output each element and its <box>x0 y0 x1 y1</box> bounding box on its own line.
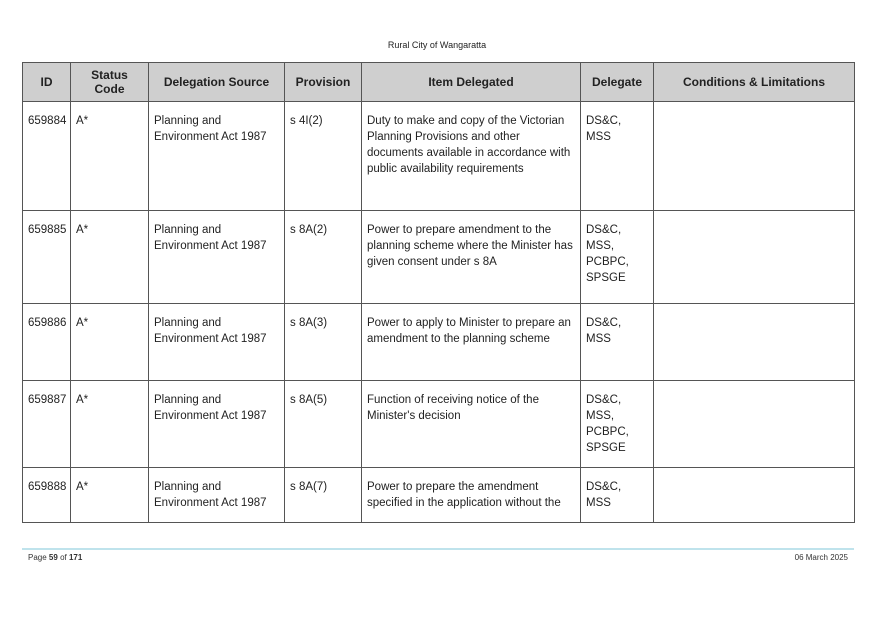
cell-id: 659888 <box>23 468 71 523</box>
footer-date: 06 March 2025 <box>794 553 848 562</box>
cell-id: 659887 <box>23 381 71 468</box>
cell-delegate <box>581 304 654 381</box>
delegate-entry: DS&C, <box>586 481 622 493</box>
delegate-entry: PCBPC, <box>586 256 629 268</box>
page-of: of <box>60 553 67 562</box>
column-header-item-delegated: Item Delegated <box>362 63 581 102</box>
page-current: 59 <box>48 553 58 562</box>
cell-id: 659886 <box>23 304 71 381</box>
cell-item-delegated: Duty to make and copy of the Victorian Planning Provisions and other documents available in accordance with public availability requirements <box>362 102 581 211</box>
cell-delegate <box>581 381 654 468</box>
cell-delegate <box>581 102 654 211</box>
delegate-entry: SPSGE <box>586 442 626 454</box>
delegate-entry: MSS, <box>586 410 615 422</box>
cell-conditions-limitations <box>654 102 855 211</box>
cell-conditions-limitations <box>654 304 855 381</box>
column-header-conditions-limitations: Conditions & Limitations <box>654 63 855 102</box>
column-header-provision: Provision <box>285 63 362 102</box>
cell-provision: s 8A(3) <box>285 304 362 381</box>
cell-delegation-source: Planning and Environment Act 1987 <box>149 468 285 523</box>
cell-status-code: A* <box>71 304 149 381</box>
delegation-table <box>22 62 855 523</box>
cell-status-code: A* <box>71 468 149 523</box>
delegate-entry: MSS <box>586 333 611 345</box>
cell-id: 659884 <box>23 102 71 211</box>
cell-status-code: A* <box>71 211 149 304</box>
document-header-title: Rural City of Wangaratta <box>387 40 487 50</box>
delegate-entry: SPSGE <box>586 272 626 284</box>
delegate-entry: DS&C, <box>586 115 622 127</box>
cell-conditions-limitations <box>654 381 855 468</box>
cell-delegation-source: Planning and Environment Act 1987 <box>149 102 285 211</box>
cell-status-code: A* <box>71 102 149 211</box>
column-header-delegate: Delegate <box>581 63 654 102</box>
footer-divider <box>22 548 854 550</box>
cell-provision: s 4I(2) <box>285 102 362 211</box>
cell-delegation-source: Planning and Environment Act 1987 <box>149 304 285 381</box>
cell-status-code: A* <box>71 381 149 468</box>
delegate-entry: DS&C, <box>586 224 622 236</box>
table-header-row <box>23 63 855 102</box>
cell-delegate <box>581 211 654 304</box>
cell-conditions-limitations <box>654 468 855 523</box>
page-prefix: Page <box>28 553 47 562</box>
cell-item-delegated: Power to prepare amendment to the planning scheme where the Minister has given consent under s 8A <box>362 211 581 304</box>
column-header-status-code: Status Code <box>71 63 149 102</box>
page-total: 171 <box>68 553 83 562</box>
delegate-entry: MSS <box>586 131 611 143</box>
table-row <box>23 102 855 211</box>
cell-provision: s 8A(5) <box>285 381 362 468</box>
cell-item-delegated: Power to prepare the amendment specified in the application without the <box>362 468 581 523</box>
delegate-entry: MSS <box>586 497 611 509</box>
cell-conditions-limitations <box>654 211 855 304</box>
cell-item-delegated: Function of receiving notice of the Minister's decision <box>362 381 581 468</box>
delegate-entry: DS&C, <box>586 317 622 329</box>
cell-provision: s 8A(7) <box>285 468 362 523</box>
footer-page-number <box>28 553 82 562</box>
column-header-id: ID <box>23 63 71 102</box>
cell-provision: s 8A(2) <box>285 211 362 304</box>
table-row <box>23 381 855 468</box>
table-row <box>23 211 855 304</box>
cell-delegate <box>581 468 654 523</box>
delegate-entry: MSS, <box>586 240 615 252</box>
delegate-entry: PCBPC, <box>586 426 629 438</box>
table-row <box>23 468 855 523</box>
cell-id: 659885 <box>23 211 71 304</box>
table-row <box>23 304 855 381</box>
cell-item-delegated: Power to apply to Minister to prepare an amendment to the planning scheme <box>362 304 581 381</box>
cell-delegation-source: Planning and Environment Act 1987 <box>149 381 285 468</box>
delegate-entry: DS&C, <box>586 394 622 406</box>
cell-delegation-source: Planning and Environment Act 1987 <box>149 211 285 304</box>
column-header-delegation-source: Delegation Source <box>149 63 285 102</box>
